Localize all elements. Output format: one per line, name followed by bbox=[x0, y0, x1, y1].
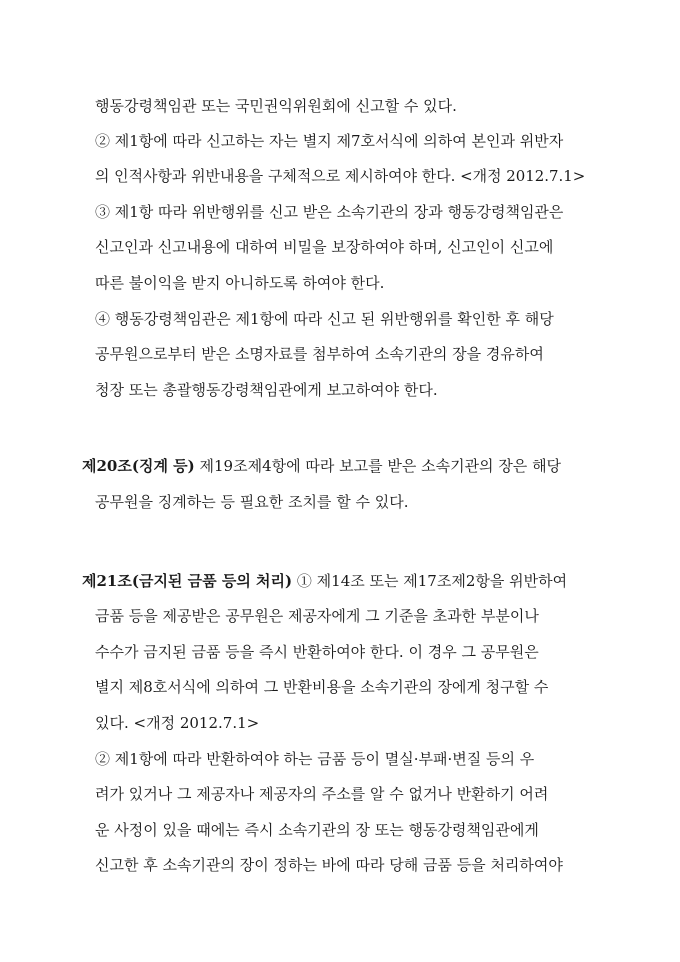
article-20-title: 제20조(징계 등) bbox=[82, 457, 195, 475]
paragraph-line: 운 사정이 있을 때에는 즉시 소속기관의 장 또는 행동강령책임관에게 bbox=[95, 821, 539, 839]
paragraph-line: ② 제1항에 따라 신고하는 자는 별지 제7호서식에 의하여 본인과 위반자 bbox=[95, 132, 564, 150]
paragraph-line: 있다. <개정 2012.7.1> bbox=[95, 714, 260, 732]
article-21-line bbox=[82, 571, 567, 591]
paragraph-line: 따른 불이익을 받지 아니하도록 하여야 한다. bbox=[95, 274, 385, 292]
paragraph-line: 신고한 후 소속기관의 장이 정하는 바에 따라 당해 금품 등을 처리하여야 bbox=[95, 856, 563, 874]
paragraph-line: 청장 또는 총괄행동강령책임관에게 보고하여야 한다. bbox=[95, 381, 438, 399]
paragraph-line: 려가 있거나 그 제공자나 제공자의 주소를 알 수 없거나 반환하기 어려 bbox=[95, 785, 549, 803]
paragraph-line: ③ 제1항 따라 위반행위를 신고 받은 소속기관의 장과 행동강령책임관은 bbox=[95, 203, 564, 221]
paragraph-line: ④ 행동강령책임관은 제1항에 따라 신고 된 위반행위를 확인한 후 해당 bbox=[95, 310, 554, 328]
paragraph-line: 공무원을 징계하는 등 필요한 조치를 할 수 있다. bbox=[95, 493, 409, 511]
article-20-line bbox=[82, 456, 561, 476]
paragraph-line: 의 인적사항과 위반내용을 구체적으로 제시하여야 한다. <개정 2012.7.1> bbox=[95, 167, 586, 185]
paragraph-line: 공무원으로부터 받은 소명자료를 첨부하여 소속기관의 장을 경유하여 bbox=[95, 345, 544, 363]
paragraph-line: 별지 제8호서식에 의하여 그 반환비용을 소속기관의 장에게 청구할 수 bbox=[95, 678, 549, 696]
article-21-title: 제21조(금지된 금품 등의 처리) bbox=[82, 572, 293, 590]
paragraph-line: 행동강령책임관 또는 국민권익위원회에 신고할 수 있다. bbox=[95, 97, 457, 115]
article-21-text: ① 제14조 또는 제17조제2항을 위반하여 bbox=[292, 572, 568, 590]
paragraph-line: 신고인과 신고내용에 대하여 비밀을 보장하여야 하며, 신고인이 신고에 bbox=[95, 238, 554, 256]
paragraph-line: 수수가 금지된 금품 등을 즉시 반환하여야 한다. 이 경우 그 공무원은 bbox=[95, 643, 539, 661]
paragraph-line: 금품 등을 제공받은 공무원은 제공자에게 그 기준을 초과한 부분이나 bbox=[95, 607, 539, 625]
article-20-text: 제19조제4항에 따라 보고를 받은 소속기관의 장은 해당 bbox=[194, 457, 562, 475]
paragraph-line: ② 제1항에 따라 반환하여야 하는 금품 등이 멸실·부패·변질 등의 우 bbox=[95, 750, 535, 768]
